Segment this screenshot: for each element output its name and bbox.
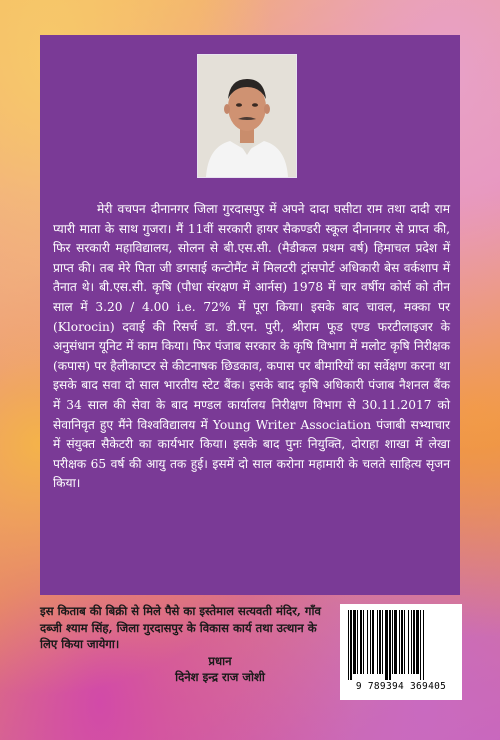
- barcode-bar: [394, 610, 397, 674]
- author-bio: [53, 200, 450, 494]
- barcode-bar: [348, 610, 349, 680]
- barcode-bar: [423, 610, 424, 680]
- barcode-bar: [385, 610, 388, 680]
- signature-name: दिनेश इन्द्र राज जोशी: [175, 670, 265, 684]
- barcode-bar: [401, 610, 403, 674]
- author-bio-panel: [40, 35, 460, 595]
- barcode-bar: [353, 610, 356, 674]
- barcode-bar: [416, 610, 419, 674]
- barcode-bar: [363, 610, 364, 674]
- footer-note-block: [40, 603, 330, 686]
- barcode-bar: [411, 610, 412, 674]
- barcode-bar: [360, 610, 362, 674]
- barcode-bar: [389, 610, 391, 680]
- author-photo: [197, 54, 297, 178]
- barcode-bar: [372, 610, 374, 674]
- barcode-bar: [392, 610, 393, 674]
- barcode-bar: [382, 610, 383, 674]
- barcode-bar: [420, 610, 421, 680]
- isbn-barcode: [340, 604, 462, 700]
- barcode-bar: [370, 610, 371, 674]
- barcode-bar: [367, 610, 368, 674]
- bio-paragraph: मेरी वचपन दीनानगर जिला गुरदासपुर में अपने दादा घसीटा राम तथा दादी राम प्यारी माता के साथ गुजरा। मैं 11वीं सरकारी हायर सैकण्डरी स्कूल दीनानगर से प्राप्त की, फिर सरकारी महाविद्यालय, सोलन से बी.एस.सी. (मैडीकल प्रथम वर्ष) हिमाचल प्रदेश में प्राप्त की। तब मेरे पिता जी डगसाई कन्टोमैंट में मिलटरी ट्रांसपोर्ट अधिकारी बेस वर्कशाप में तैनात थे। बी.एस.सी. कृषि (पौधा संरक्षण में आर्नस) 1978 में चार वर्षीय कोर्स को तीन साल में 3.20 / 4.00 i.e. 72% में पूरा किया। इसके बाद चावल, मक्का पर (Klorocin) दवाई की रिसर्च डा. डी.एन. पुरी, श्रीराम फूड एण्ड फरटीलाइजर के अनुसंधान यूनिट में काम किया। फिर पंजाब सरकार के कृषि विभाग में मलोट कृषि निरीक्षक (कपास) पर हैलीकाप्टर से कीटनाषक छिडकाव, कपास पर बीमारियों का सर्वेक्षण करना था इसके बाद सवा दो साल भारतीय स्टेट बैंक। इसके बाद कृषि अधिकारी पंजाब नैशनल बैंक में 34 साल की सेवा के बाद मण्डल कार्यालय निरीक्षण विभाग से 30.11.2017 को सेवानिवृत हुए मैंने विश्वविद्यालय में Young Writer Association पंजाबी सभ्याचार में संयुक्त सैकेटरी का कार्यभार किया। इसके बाद पुनः नियुक्ति, दोराहा शाखा में लेखा परीक्षक 65 वर्ष की आयु तक हुई। इसमें दो साल करोना महामारी के चलते साहित्य सृजन किया।: [53, 202, 450, 491]
- author-portrait-image: [198, 55, 296, 177]
- barcode-bar: [377, 610, 378, 674]
- signature-title: प्रधान: [208, 653, 232, 668]
- isbn-number: 9 789394 369405: [355, 681, 447, 692]
- donation-note: इस किताब की बिक्री से मिले पैसे का इस्तेमाल सत्यवती मंदिर, गाँव दब्जी श्याम सिंह, जिला गुरदासपुर के विकास कार्य तथा उत्थान के लिए किया जायेगा।: [40, 604, 321, 651]
- barcode-bar: [350, 610, 352, 680]
- barcode-bar: [399, 610, 400, 674]
- barcode-bars: [346, 610, 456, 680]
- barcode-bar: [404, 610, 405, 674]
- barcode-bar: [413, 610, 415, 674]
- barcode-bar: [357, 610, 358, 674]
- barcode-bar: [408, 610, 409, 674]
- barcode-bar: [379, 610, 381, 674]
